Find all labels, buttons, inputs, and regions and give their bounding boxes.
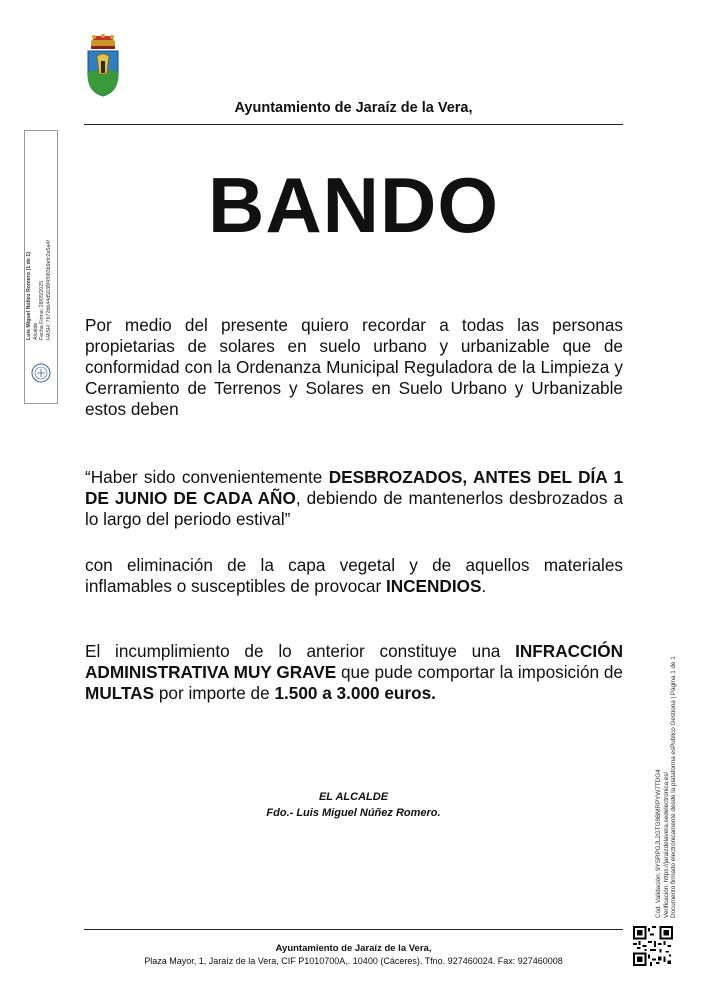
stamp-line-1: Luis Miguel Núñez Romero (1 de 1) (26, 252, 32, 340)
stamp-line-2: Alcalde (32, 322, 39, 340)
footer-address: Plaza Mayor, 1, Jaraíz de la Vera, CIF P1010700A,. 10400 (Cáceres). Tfno. 927460024. Fax: 927460008 (144, 956, 563, 966)
penalty-text-3: por importe de (154, 683, 275, 703)
penalty-bold-1: INFRACCIÓN ADMINISTRATIVA MUY GRAVE (85, 641, 623, 682)
penalty-bold-3: 1.500 a 3.000 euros. (274, 683, 436, 703)
header-divider (84, 124, 623, 125)
signature-stamp-text (26, 80, 56, 340)
signature-name: Fdo.- Luis Miguel Núñez Romero. (266, 807, 441, 819)
stamp-line-3: Fecha Firma: 28/05/2025 (39, 280, 45, 340)
coat-of-arms-icon (84, 34, 122, 98)
penalty-text-2: que pude comportar la imposición de (336, 662, 623, 682)
paragraph-quote (85, 467, 623, 530)
qr-code-icon (633, 926, 673, 966)
paragraph-intro: Por medio del presente quiero recordar a todas las personas propietarias de solares en suelo urbano y urbanizable que de conformidad con la Ordenanza Municipal Reguladora de la Limpieza y Cerramiento de Terrenos y Solares en Suelo Urbano y Urbanizable estos deben (85, 315, 623, 419)
footer-divider (84, 929, 623, 930)
penalty-text-1: El incumplimiento de lo anterior constituye una (85, 641, 516, 661)
fire-bold: INCENDIOS (385, 576, 482, 596)
fire-end: . (481, 576, 487, 596)
verification-line-3: Documento firmado electrónicamente desde la plataforma esPublico Gestiona | Página 1 de 1 (670, 656, 678, 918)
fire-text: con eliminación de la capa vegetal y de aquellos materiales inflamables o susceptibles de provocar (85, 555, 623, 596)
quote-bold: DESBROZADOS, ANTES DEL DÍA 1 DE JUNIO DE CADA AÑO (85, 467, 623, 508)
paragraph-fire (85, 555, 623, 597)
paragraph-penalty (85, 641, 623, 704)
penalty-bold-2: MULTAS (85, 683, 155, 703)
quote-open: “Haber sido convenientemente (85, 467, 329, 487)
verification-line-2: Verificación: https://jaraizdelavera.sedelectronica.es/ (662, 771, 670, 918)
header-title: Ayuntamiento de Jaraíz de la Vera, (234, 100, 473, 116)
signature-role: EL ALCALDE (318, 791, 389, 803)
seal-icon (30, 362, 52, 384)
signature-block (84, 789, 623, 821)
stamp-line-4: HASH: 7b72bb44d5038f4f083b9efc2e5a4f (45, 240, 52, 340)
document-heading: BANDO (208, 161, 499, 249)
footer-title: Ayuntamiento de Jaraíz de la Vera, (275, 943, 432, 954)
verification-line-1: Cód. Validación: 9YSRPGJL2GTG9BMRPYW7TDG4 (655, 769, 662, 918)
quote-close: , debiendo de mantenerlos desbrozados a lo largo del periodo estival” (85, 488, 624, 529)
verification-text (655, 628, 685, 918)
